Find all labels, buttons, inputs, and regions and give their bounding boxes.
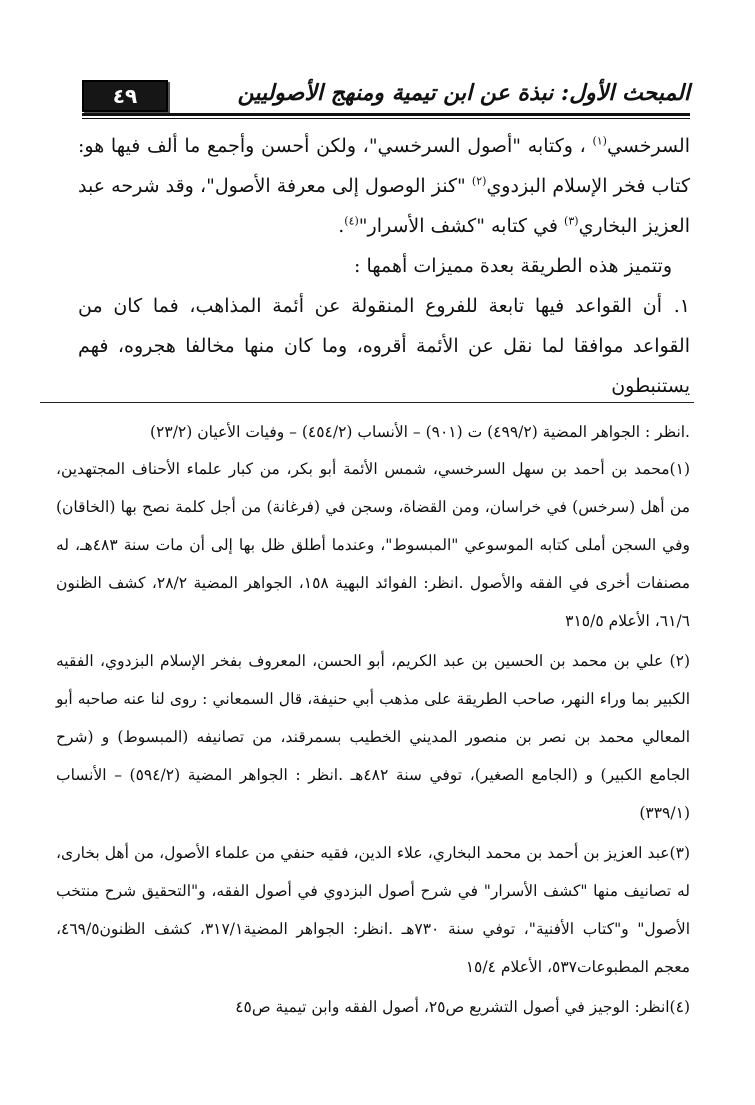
text-kashf-asrar: في كتابه "كشف الأسرار": [358, 215, 558, 237]
footnote-4: (٤)انظر: الوجيز في أصول التشريع ص٢٥، أصول الفقه وابن تيمية ص٤٥: [235, 998, 690, 1016]
header-rule: [82, 113, 690, 116]
main-text: [78, 126, 690, 406]
text-usul-sarakhsi: ، وكتابه "أصول السرخسي"، ولكن أحسن وأجمع ما ألف فيها هو: كتاب فخر الإسلام البزدوي: [78, 135, 690, 197]
running-title: المبحث الأول: نبذة عن ابن تيمية ومنهج الأصوليين: [237, 80, 690, 106]
footnote-ref-4: (٤): [344, 214, 359, 228]
footnote-2: (٢) علي بن محمد بن الحسين بن عبد الكريم، أبو الحسن، المعروف بفخر الإسلام البزدوي، الفقيه الكبير بما وراء النهر، صاحب الطريقة على مذهب أبي حنيفة، قال السمعاني : روى لنا عنه صاحبه أبو المعالي محمد بن نصر بن منصور المديني الخطيب بسمرقند، من تصانيفه (المبسوط) و (شرح الجامع الكبير) و (الجامع الصغير)، توفي سنة ٤٨٢هـ .انظر : الجواهر المضية (٥٩٤/٢) – الأنساب (٣٣٩/١): [56, 652, 690, 822]
footnote-ref-3: (٣): [564, 214, 579, 228]
text-kanz-wusul: "كنز الوصول إلى معرفة الأصول"، وقد شرحه عبد العزيز البخاري: [78, 175, 690, 237]
footnote-source-note: .انظر : الجواهر المضية (٤٩٩/٢) ت (٩٠١) – الأنساب (٤٥٤/٢) – وفيات الأعيان (٢٣/٢): [149, 423, 690, 441]
list-item-1: [78, 286, 690, 406]
footnote-ref-1: (١): [592, 134, 607, 148]
header-rule-thin: [82, 118, 690, 119]
footnote-ref-2: (٢): [471, 174, 487, 188]
list-item-1-text: أن القواعد فيها تابعة للفروع المنقولة عن أئمة المذاهب، فما كان من القواعد موافقا لما نقل عن الأئمة أقروه، وما كان منها مخالفا هجروه، فهم يستنبطون: [78, 295, 690, 397]
list-number-1: ١.: [673, 295, 690, 317]
text-period: .: [338, 215, 345, 237]
footnotes: [56, 418, 690, 1028]
text-sarakhsi: السرخسي: [606, 135, 690, 157]
footnote-1: (١)محمد بن أحمد بن سهل السرخسي، شمس الأئمة أبو بكر، من كبار علماء الأحناف المجتهدين، من أهل (سرخس) في خراسان، ومن القضاة، وسجن في (فرغانة) من أجل كلمة نصح بها (الخاقان) وفي السجن أملى كتابه الموسوعي "المبسوط"، وعندما أطلق ظل بها إلى أن مات سنة ٤٨٣هـ، له مصنفات أخرى في الفقه والأصول .انظر: الفوائد البهية ١٥٨، الجواهر المضية ٢٨/٢، كشف الظنون ٦١/٦، الأعلام ٣١٥/٥: [56, 460, 691, 630]
page-header: [82, 76, 690, 118]
paragraph-intro: [78, 126, 690, 246]
page-number: ٤٩: [82, 80, 168, 112]
footnote-separator: [40, 402, 694, 403]
paragraph-features: وتتميز هذه الطريقة بعدة مميزات أهمها :: [354, 255, 672, 277]
footnote-3: (٣)عبد العزيز بن أحمد بن محمد البخاري، علاء الدين، فقيه حنفي من علماء الأصول، من أهل بخارى، له تصانيف منها "كشف الأسرار" في شرح أصول البزدوي في أصول الفقه، و"التحقيق شرح منتخب الأصول" و"كتاب الأفنية"، توفي سنة ٧٣٠هـ .انظر: الجواهر المضية٣١٧/١، كشف الظنون٤٦٩/٥، معجم المطبوعات٥٣٧، الأعلام ١٥/٤: [56, 844, 690, 976]
